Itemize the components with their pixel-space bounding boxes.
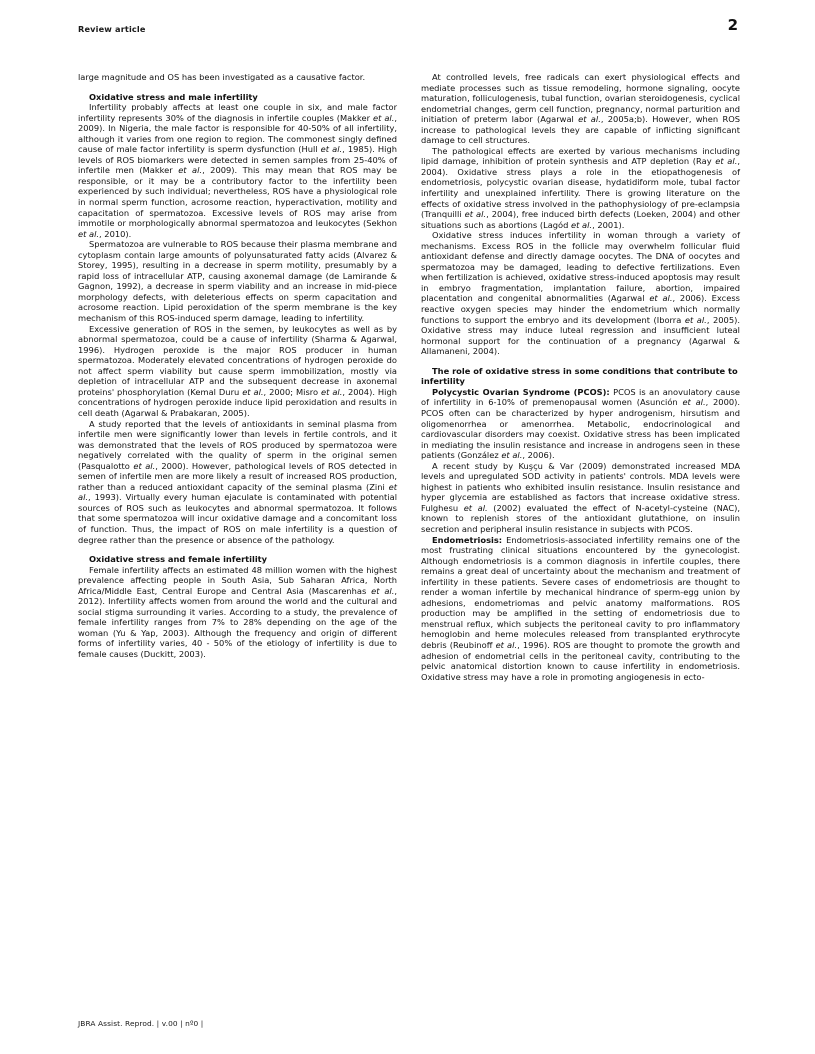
body-paragraph: Spermatozoa are vulnerable to ROS because their plasma membrane and cytoplasm contain large amounts of polyunsaturated fatty acids (Alvarez & Storey, 1995), resulting in a decrease in sperm motility, presumably by a rapid loss of intracellular ATP, causing axonemal damage (de Lamirande & Gagnon, 1992), a decrease in sperm viability and an increase in mid-piece morphology defects, with deleterious effects on sperm capacitation and acrosome reaction. Lipid peroxidation of the sperm membrane is the key mechanism of this ROS-induced sperm damage, leading to infertility. xyxy=(78,239,397,324)
right-column xyxy=(421,72,740,1002)
page-header xyxy=(78,18,738,34)
section-heading: Oxidative stress and male infertility xyxy=(89,91,258,102)
body-paragraph: Female infertility affects an estimated 48 million women with the highest prevalence affecting people in South Asia, Sub Saharan Africa, North Africa/Middle East, Central Europe and Central Asia (Mascarenhas et al., 2012). Infertility affects women from around the world and the cultural and social stigma surrounding it varies. According to a study, the prevalence of female infertility ranges from 7% to 28% depending on the age of the woman (Yu & Yap, 2003). Although the frequency and origin of different forms of infertility varies, 40 - 50% of the etiology of infertility is due to female causes (Duckitt, 2003). xyxy=(78,564,397,659)
section-heading: The role of oxidative stress in some conditions that contribute to infertility xyxy=(421,365,738,387)
run-in-label: Endometriosis: xyxy=(432,534,503,545)
header-article-type: Review article xyxy=(78,24,146,34)
run-in-label: Polycystic Ovarian Syndrome (PCOS): xyxy=(432,386,610,397)
body-paragraph: large magnitude and OS has been investigated as a causative factor. xyxy=(78,72,366,82)
body-paragraph: A recent study by Kuşçu & Var (2009) demonstrated increased MDA levels and upregulated SOD activity in patients' controls. MDA levels were highest in patients who exhibited insulin resistance. Insulin resistance and hyper glycemia are established as factors that increase oxidative stress. Fulghesu et al. (2002) evaluated the effect of N-acetyl-cysteine (NAC), known to replenish stores of the antioxidant glutathione, on insulin secretion and peripheral insulin resistance in subjects with PCOS. xyxy=(421,460,740,534)
run-in-paragraph xyxy=(421,535,740,683)
two-column-body xyxy=(78,72,740,1002)
body-paragraph: Infertility probably affects at least one couple in six, and male factor infertility represents 30% of the diagnosis in infertile couples (Makker et al., 2009). In Nigeria, the male factor is responsible for 40-50% of all infertility, although it varies from one region to region. The commonest singly defined cause of male factor infertility is sperm dysfunction (Hull et al., 1985). High levels of ROS biomarkers were detected in semen samples from 25-40% of infertile men (Makker et al., 2009). This may mean that ROS may be responsible, or it may be a contributory factor to the infertility been experienced by such individual; nevertheless, ROS have a physiological role in normal sperm function, acrosome reaction, hyperactivation, motility and capacitation of spermatozoa. Excessive levels of ROS may arise from immotile or morphologically abnormal spermatozoa and leukocytes (Sekhon et al., 2010). xyxy=(78,102,397,239)
page-number: 2 xyxy=(727,16,738,34)
run-in-paragraph xyxy=(421,387,740,461)
section-heading: Oxidative stress and female infertility xyxy=(89,554,268,565)
body-paragraph: Oxidative stress induces infertility in woman through a variety of mechanisms. Excess ROS in the follicle may overwhelm follicular fluid antioxidant defense and directly damage oocytes. The DNA of oocytes and spermatozoa may be damaged, leading to defective fertilizations. Even when fertilization is achieved, oxidative stress-induced apoptosis may result in embryo fragmentation, implantation failure, abortion, impaired placentation and congenital abnormalities (Agarwal et al., 2006). Excess reactive oxygen species may hinder the endometrium which normally functions to support the embryo and its development (Iborra et al., 2005). Oxidative stress may induce luteal regression and insufficient luteal hormonal support for the continuation of a pregnancy (Agarwal & Allamaneni, 2004). xyxy=(421,230,740,357)
footer-citation: JBRA Assist. Reprod. | v.00 | nº0 | xyxy=(78,1019,204,1028)
paragraph-text: PCOS is an anovulatory cause of infertility in 6-10% of premenopausal women (Asunción et al., 2000). PCOS often can be characterized by hyper androgenism, hirsutism and oligomenorrhea or amenorrhea. Metabolic, endocrinological and cardiovascular disorders may coexist. Oxidative stress has been implicated in mediating the insulin resistance and increase in androgens seen in these patients (González et al., 2006). xyxy=(421,386,741,461)
left-column xyxy=(78,72,397,1002)
body-paragraph: At controlled levels, free radicals can exert physiological effects and mediate processes such as tissue remodeling, hormone signaling, oocyte maturation, folliculogenesis, tubal function, ovarian steroidogenesis, cyclical endometrial changes, germ cell function, pregnancy, normal parturition and initiation of preterm labor (Agarwal et al., 2005a;b). However, when ROS increase to pathological levels they are capable of inflicting significant damage to cell structures. xyxy=(421,72,741,146)
body-paragraph: Excessive generation of ROS in the semen, by leukocytes as well as by abnormal spermatozoa, could be a cause of infertility (Sharma & Agarwal, 1996). Hydrogen peroxide is the major ROS producer in human spermatozoa. Moderately elevated concentrations of hydrogen peroxide do not affect sperm viability but cause sperm immobilization, mostly via depletion of intracellular ATP and the subsequent decrease in axonemal proteins' phosphorylation (Kemal Duru et al., 2000; Misro et al., 2004). High concentrations of hydrogen peroxide induce lipid peroxidation and results in cell death (Agarwal & Prabakaran, 2005). xyxy=(78,323,397,418)
body-paragraph: A study reported that the levels of antioxidants in seminal plasma from infertile men were significantly lower than levels in fertile controls, and it was demonstrated that the levels of ROS produced by spermatozoa were negatively correlated with the quality of sperm in the original semen (Pasqualotto et al., 2000). However, pathological levels of ROS detected in semen of infertile men are more likely a result of increased ROS production, rather than a reduced antioxidant capacity of the seminal plasma (Zini et al., 1993). Virtually every human ejaculate is contaminated with potential sources of ROS such as leukocytes and abnormal spermatozoa. It follows that some spermatozoa will incur oxidative damage and a concomitant loss of function. Thus, the impact of ROS on male infertility is a question of degree rather than the presence or absence of the pathology. xyxy=(78,418,397,545)
paragraph-text: Endometriosis-associated infertility remains one of the most frustrating clinical situations encountered by the gynecologist. Although endometriosis is a common diagnosis in infertile couples, there remains a great deal of uncertainty about the mechanism and treatment of infertility in these patients. Severe cases of endometriosis are thought to render a woman infertile by mechanical hindrance of sperm-egg union by adhesions, endometriomas and pelvic anatomy malformations. ROS production may be amplified in the setting of endometriosis due to menstrual reflux, which subjects the peritoneal cavity to pro inflammatory hemoglobin and heme molecules released from transplanted erythrocyte debris (Reubinoff et al., 1996). ROS are thought to promote the growth and adhesion of endometrial cells in the peritoneal cavity, contributing to the pelvic anatomical distortion known to cause infertility in endometriosis. Oxidative stress may have a role in promoting angiogenesis in ecto- xyxy=(421,534,740,682)
body-paragraph: The pathological effects are exerted by various mechanisms including lipid damage, inhibition of protein synthesis and ATP depletion (Ray et al., 2004). Oxidative stress plays a role in the etiopathogenesis of endometriosis, polycystic ovarian disease, hydatidiform mole, tubal factor infertility and unexplained infertility. There is growing literature on the effects of oxidative stress involved in the pathophysiology of pre-eclampsia (Tranquilli et al., 2004), free induced birth defects (Loeken, 2004) and other situations such as abortions (Lagód et al., 2001). xyxy=(421,145,740,230)
